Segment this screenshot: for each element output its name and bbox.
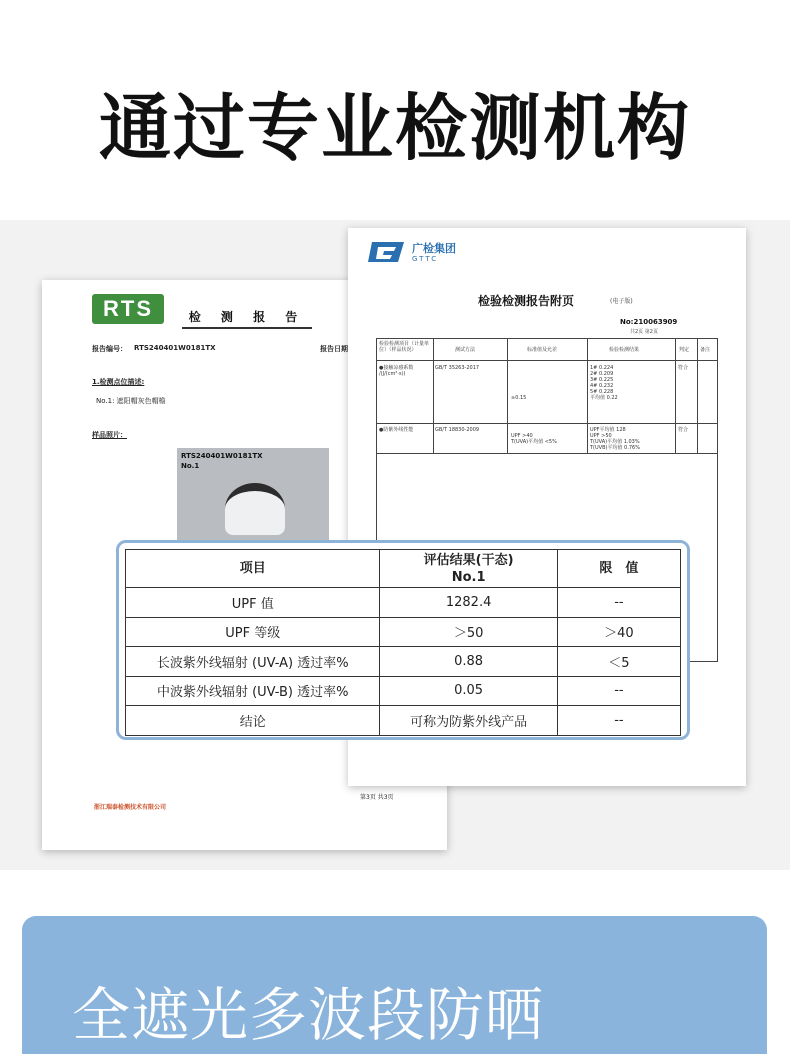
row-divider xyxy=(377,423,717,424)
row-result: 0.88 xyxy=(380,647,557,677)
gttc-logo-icon xyxy=(368,240,406,264)
header-cell: 判定 xyxy=(679,347,690,353)
photo-label: 样品照片： xyxy=(92,431,127,439)
row-item: 中波紫外线辐射 (UV-B) 透过率% xyxy=(126,676,380,706)
sample-photo xyxy=(177,448,329,543)
report-documents-area xyxy=(0,220,790,870)
row-item: UPF 等级 xyxy=(126,617,380,647)
rts-logo: RTS xyxy=(92,294,164,324)
header-item: 项目 xyxy=(126,550,380,588)
gttc-brand: 广检集团 xyxy=(412,242,456,255)
row1-item: ●接触凉感系数 /(J/(cm²·s)) xyxy=(379,365,414,377)
gttc-brand-sub: GTTC xyxy=(412,255,439,263)
row2-std: UPF >40 T(UVA)平均值 <5% xyxy=(511,433,557,445)
table-row xyxy=(126,676,681,706)
gttc-report-note: (电子版) xyxy=(610,298,633,305)
row-limit: -- xyxy=(557,706,680,736)
row-result: 0.05 xyxy=(380,676,557,706)
row-divider xyxy=(377,453,717,454)
bottom-banner xyxy=(22,916,767,1054)
row1-verdict: 符合 xyxy=(678,365,689,371)
col-divider xyxy=(697,339,698,453)
row-item: UPF 值 xyxy=(126,588,380,618)
col-divider xyxy=(507,339,508,453)
table-row xyxy=(126,588,681,618)
gttc-report-title: 检验检测报告附页 xyxy=(478,294,575,308)
row1-result: 1# 0.224 2# 0.209 3# 0.225 4# 0.232 5# 0.228 平均值 0.22 xyxy=(590,365,618,401)
row1-std: ≥0.15 xyxy=(511,395,527,401)
row-result: 可称为防紫外线产品 xyxy=(380,706,557,736)
row1-method: GB/T 35263-2017 xyxy=(435,365,480,371)
table-header-row xyxy=(126,550,681,588)
table-row xyxy=(126,706,681,736)
gttc-report-no: No:210063909 xyxy=(620,318,678,326)
table-row xyxy=(126,617,681,647)
gttc-report-pages: 共2页 第2页 xyxy=(630,329,658,335)
header-cell: 备注 xyxy=(700,347,711,353)
row-limit: -- xyxy=(557,588,680,618)
header-cell: 测试方法 xyxy=(455,347,476,353)
photo-caption-sub: No.1 xyxy=(181,462,200,470)
row-result: ＞50 xyxy=(380,617,557,647)
header-result-line2: No.1 xyxy=(451,569,486,585)
page-headline: 通过专业检测机构 xyxy=(98,86,691,170)
header-cell: 检验检测项目（计量单位）（样品状况） xyxy=(379,341,430,353)
table-row xyxy=(126,647,681,677)
row-result: 1282.4 xyxy=(380,588,557,618)
row-limit: -- xyxy=(557,676,680,706)
header-result-line1: 评估结果(干态) xyxy=(423,552,514,568)
banner-text: 全遮光多波段防晒 xyxy=(72,981,545,1049)
row-item: 结论 xyxy=(126,706,380,736)
header-cell: 检验检测结果 xyxy=(609,347,640,353)
col-divider xyxy=(433,339,434,453)
row2-verdict: 符合 xyxy=(678,427,689,433)
header-limit: 限 值 xyxy=(557,550,680,588)
photo-caption-no: RTS240401W0181TX xyxy=(181,452,263,460)
row2-result: UPF平均值 128 UPF >50 T(UVA)平均值 1.03% T(UVB)平均值 0.76% xyxy=(590,427,640,451)
report-no: RTS240401W0181TX xyxy=(134,344,216,352)
report-date-label: 报告日期 xyxy=(320,345,348,353)
header-result xyxy=(380,550,557,588)
rts-footer-company: 浙江瑞泰检测技术有限公司 xyxy=(94,804,167,811)
header-cell: 标准值及允差 xyxy=(527,347,558,353)
rts-report-title: 检 测 报 告 xyxy=(182,308,312,329)
row-limit: ＜5 xyxy=(557,647,680,677)
upf-results-card xyxy=(116,540,690,740)
rts-page-number: 第3页 共3页 xyxy=(360,794,394,801)
row-limit: ＞40 xyxy=(557,617,680,647)
visor-hat-image xyxy=(225,483,285,535)
col-divider xyxy=(587,339,588,453)
row2-item: ●防紫外线性能 xyxy=(379,427,414,433)
item-desc: No.1: 遮阳帽灰色帽檐 xyxy=(96,397,166,405)
row-item: 长波紫外线辐射 (UV-A) 透过率% xyxy=(126,647,380,677)
row2-method: GB/T 18830-2009 xyxy=(435,427,480,433)
col-divider xyxy=(675,339,676,453)
upf-results-table xyxy=(125,549,681,736)
section-desc: 1.检测点位描述: xyxy=(92,378,145,386)
report-no-label: 报告编号： xyxy=(92,345,127,353)
